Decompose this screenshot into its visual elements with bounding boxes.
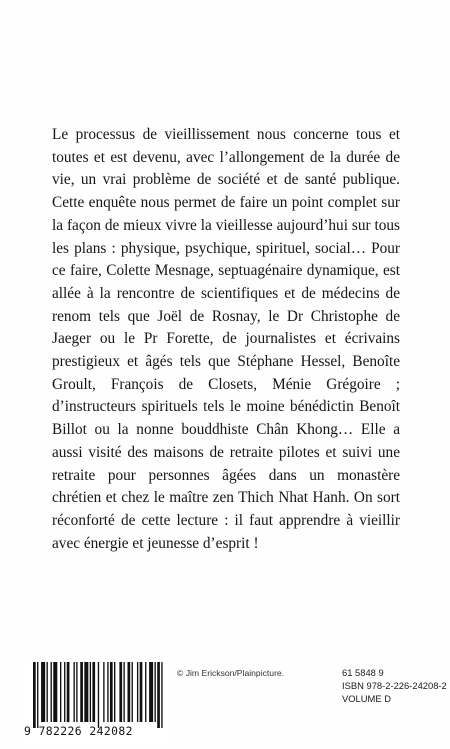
- barcode-bar: [98, 662, 99, 728]
- barcode-bar: [80, 662, 83, 722]
- publication-info: [342, 666, 447, 705]
- barcode-bar: [74, 662, 75, 722]
- barcode-bar: [33, 662, 36, 728]
- barcode-bar: [110, 662, 113, 722]
- barcode-bar: [64, 662, 65, 722]
- barcode-bar: [107, 662, 108, 722]
- isbn-number: ISBN 978-2-226-24208-2: [342, 680, 447, 691]
- barcode-bar: [37, 662, 38, 728]
- barcode-bar: [53, 662, 57, 722]
- barcode-bar: [161, 662, 162, 728]
- barcode-bar: [84, 662, 88, 722]
- photo-credit: © Jim Erickson/Plainpicture.: [177, 668, 285, 678]
- barcode-bar: [47, 662, 48, 722]
- barcode-bar: [114, 662, 115, 722]
- barcode-bar: [140, 662, 143, 722]
- barcode-bar: [157, 662, 160, 728]
- back-cover-blurb: [52, 124, 400, 555]
- barcode-bar: [123, 662, 124, 722]
- volume-label: VOLUME D: [342, 693, 391, 704]
- barcode-digits: 9 782226 242082: [24, 724, 133, 738]
- barcode-bar: [90, 662, 91, 722]
- barcode-bar: [103, 662, 104, 722]
- barcode-bar: [155, 662, 156, 722]
- blurb-paragraph: Le processus de vieillissement nous concerne tous et toutes et est devenu, avec l’allongement de la durée de vie, un vrai problème de société et de santé publique. Cette enquête nous permet de faire un point complet sur la façon de mieux vivre la vieillesse aujourd’hui sur tous les plans : physique, psychique, spirituel, social… Pour ce faire, Colette Mesnage, septuagénaire dynamique, est allée à la rencontre de scientifiques et de médecins de renom tels que Joël de Rosnay, le Dr Christophe de Jaeger ou le Pr Forette, de journalistes et écrivains prestigieux et âgés tels que Stéphane Hessel, Benoîte Groult, François de Closets, Ménie Grégoire ; d’instructeurs spirituels tels le moine bénédictin Benoît Billot ou la nonne bouddhiste Chân Khong… Elle a aussi visité des maisons de retraite pilotes et suivi une retraite pour personnes âgées dans un monastère chrétien et chez le maître zen Thich Nhat Hanh. On sort réconforté de cette lecture : il faut apprendre à vieillir avec énergie et jeunesse d’esprit !: [52, 126, 400, 552]
- barcode-bar: [92, 662, 95, 722]
- barcode-bar: [149, 662, 153, 722]
- barcode-bar: [41, 662, 45, 722]
- barcode-bar: [51, 662, 52, 722]
- barcode-bar: [128, 662, 131, 722]
- barcode-bar: [67, 662, 70, 722]
- barcode-bar: [145, 662, 146, 722]
- product-code: 61 5848 9: [342, 667, 384, 678]
- barcode-bar: [60, 662, 61, 722]
- barcode-bar: [137, 662, 138, 722]
- barcode-bar: [119, 662, 122, 722]
- barcode-bar: [132, 662, 133, 722]
- barcode-bar: [76, 662, 77, 722]
